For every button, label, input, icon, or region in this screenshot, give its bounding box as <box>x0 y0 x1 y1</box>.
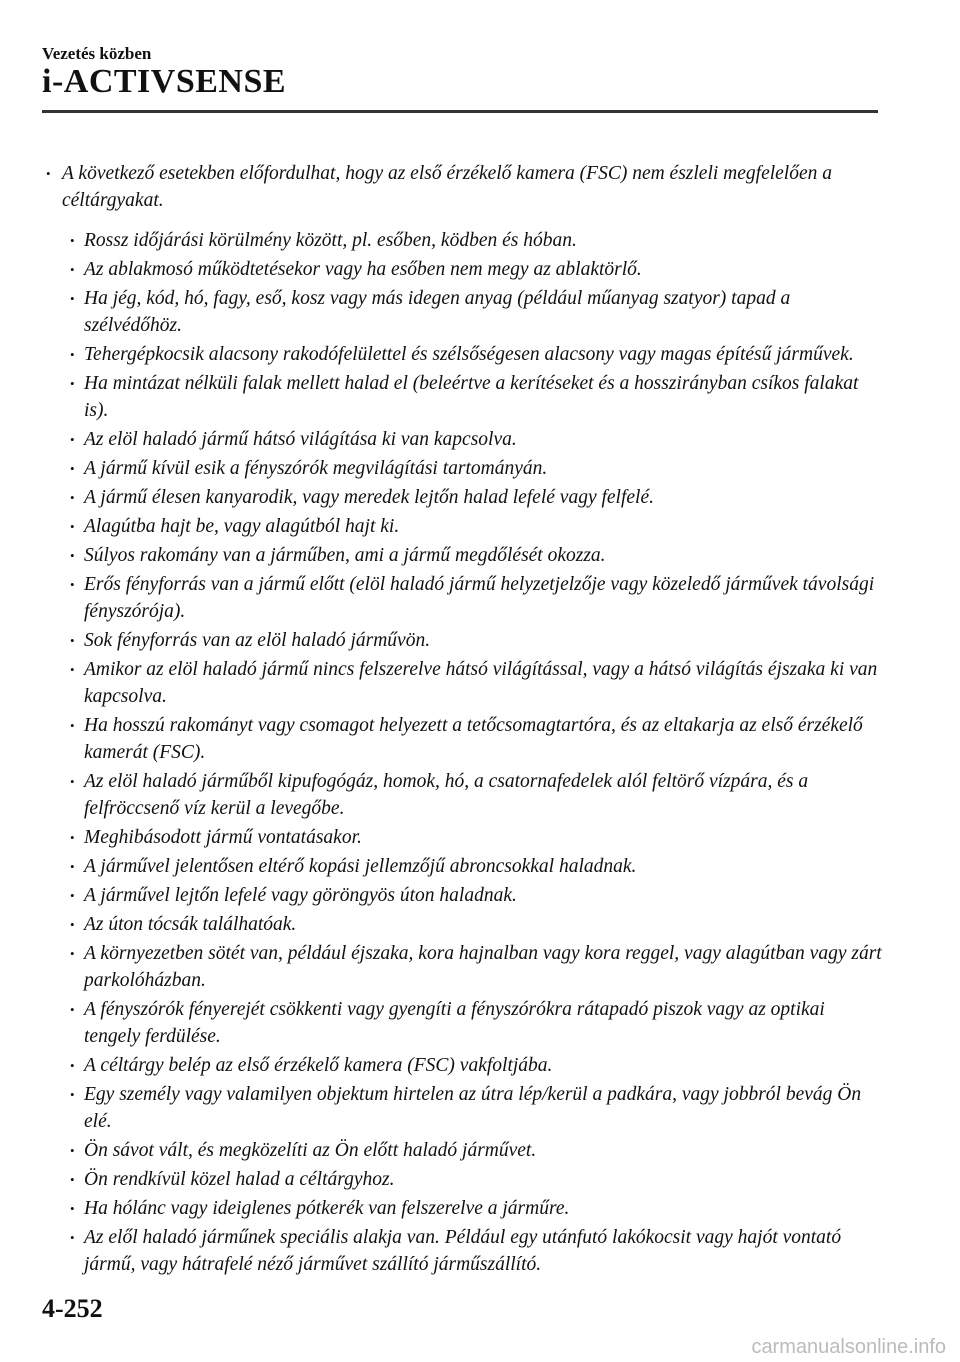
list-item: • Az úton tócsák találhatóak. <box>44 911 884 938</box>
watermark: carmanualsonline.info <box>751 1336 946 1358</box>
list-item: • Erős fényforrás van a jármű előtt (elöl haladó jármű helyzetjelzője vagy közeledő járművek távolsági fényszórója). <box>44 571 884 625</box>
condition-list <box>44 227 884 1278</box>
list-item: • Meghibásodott jármű vontatásakor. <box>44 824 884 851</box>
main-content <box>44 160 884 1280</box>
header-divider <box>42 110 878 113</box>
list-item: • A céltárgy belép az első érzékelő kamera (FSC) vakfoltjába. <box>44 1052 884 1079</box>
page-number: 4-252 <box>42 1294 103 1323</box>
list-item: • Egy személy vagy valamilyen objektum hirtelen az útra lép/kerül a padkára, vagy jobbról bevág Ön elé. <box>44 1081 884 1135</box>
intro-paragraph: • A következő esetekben előfordulhat, hogy az első érzékelő kamera (FSC) nem észleli megfelelően a céltárgyakat. <box>44 160 884 214</box>
list-item: • Ha hólánc vagy ideiglenes pótkerék van felszerelve a járműre. <box>44 1195 884 1222</box>
list-item: • Ha jég, kód, hó, fagy, eső, kosz vagy más idegen anyag (például műanyag szatyor) tapad a szélvédőhöz. <box>44 285 884 339</box>
list-item: • Ha hosszú rakományt vagy csomagot helyezett a tetőcsomagtartóra, és az eltakarja az első érzékelő kamerát (FSC). <box>44 712 884 766</box>
list-item: • Tehergépkocsik alacsony rakodófelülettel és szélsőségesen alacsony vagy magas építésű járművek. <box>44 341 884 368</box>
list-item: • Ha mintázat nélküli falak mellett halad el (beleértve a kerítéseket és a hosszirányban csíkos falakat is). <box>44 370 884 424</box>
list-item: • A környezetben sötét van, például éjszaka, kora hajnalban vagy kora reggel, vagy alagútban vagy zárt parkolóházban. <box>44 940 884 994</box>
list-item: • A járművel lejtőn lefelé vagy göröngyös úton haladnak. <box>44 882 884 909</box>
page-title: i-ACTIVSENSE <box>42 63 287 100</box>
list-item: • Amikor az elöl haladó jármű nincs felszerelve hátsó világítással, vagy a hátsó világítás éjszaka ki van kapcsolva. <box>44 656 884 710</box>
section-label: Vezetés közben <box>42 44 152 63</box>
list-item: • Az elöl haladó járműből kipufogógáz, homok, hó, a csatornafedelek alól feltörő vízpára, és a felfröccsenő víz kerül a levegőbe. <box>44 768 884 822</box>
list-item: • Súlyos rakomány van a járműben, ami a jármű megdőlését okozza. <box>44 542 884 569</box>
list-item: • Az elől haladó járműnek speciális alakja van. Például egy utánfutó lakókocsit vagy hajót vontató jármű, vagy hátrafelé néző járművet szállító járműszállító. <box>44 1224 884 1278</box>
list-item: • Ön sávot vált, és megközelíti az Ön előtt haladó járművet. <box>44 1137 884 1164</box>
list-item: • Az elöl haladó jármű hátsó világítása ki van kapcsolva. <box>44 426 884 453</box>
list-item: • A járművel jelentősen eltérő kopási jellemzőjű abroncsokkal haladnak. <box>44 853 884 880</box>
list-item: • Ön rendkívül közel halad a céltárgyhoz. <box>44 1166 884 1193</box>
list-item: • Rossz időjárási körülmény között, pl. esőben, ködben és hóban. <box>44 227 884 254</box>
list-item: • Alagútba hajt be, vagy alagútból hajt ki. <box>44 513 884 540</box>
list-item: • Az ablakmosó működtetésekor vagy ha esőben nem megy az ablaktörlő. <box>44 256 884 283</box>
list-item: • A jármű élesen kanyarodik, vagy meredek lejtőn halad lefelé vagy felfelé. <box>44 484 884 511</box>
list-item: • A jármű kívül esik a fényszórók megvilágítási tartományán. <box>44 455 884 482</box>
list-item: • Sok fényforrás van az elöl haladó járművön. <box>44 627 884 654</box>
list-item: • A fényszórók fényerejét csökkenti vagy gyengíti a fényszórókra rátapadó piszok vagy az optikai tengely ferdülése. <box>44 996 884 1050</box>
